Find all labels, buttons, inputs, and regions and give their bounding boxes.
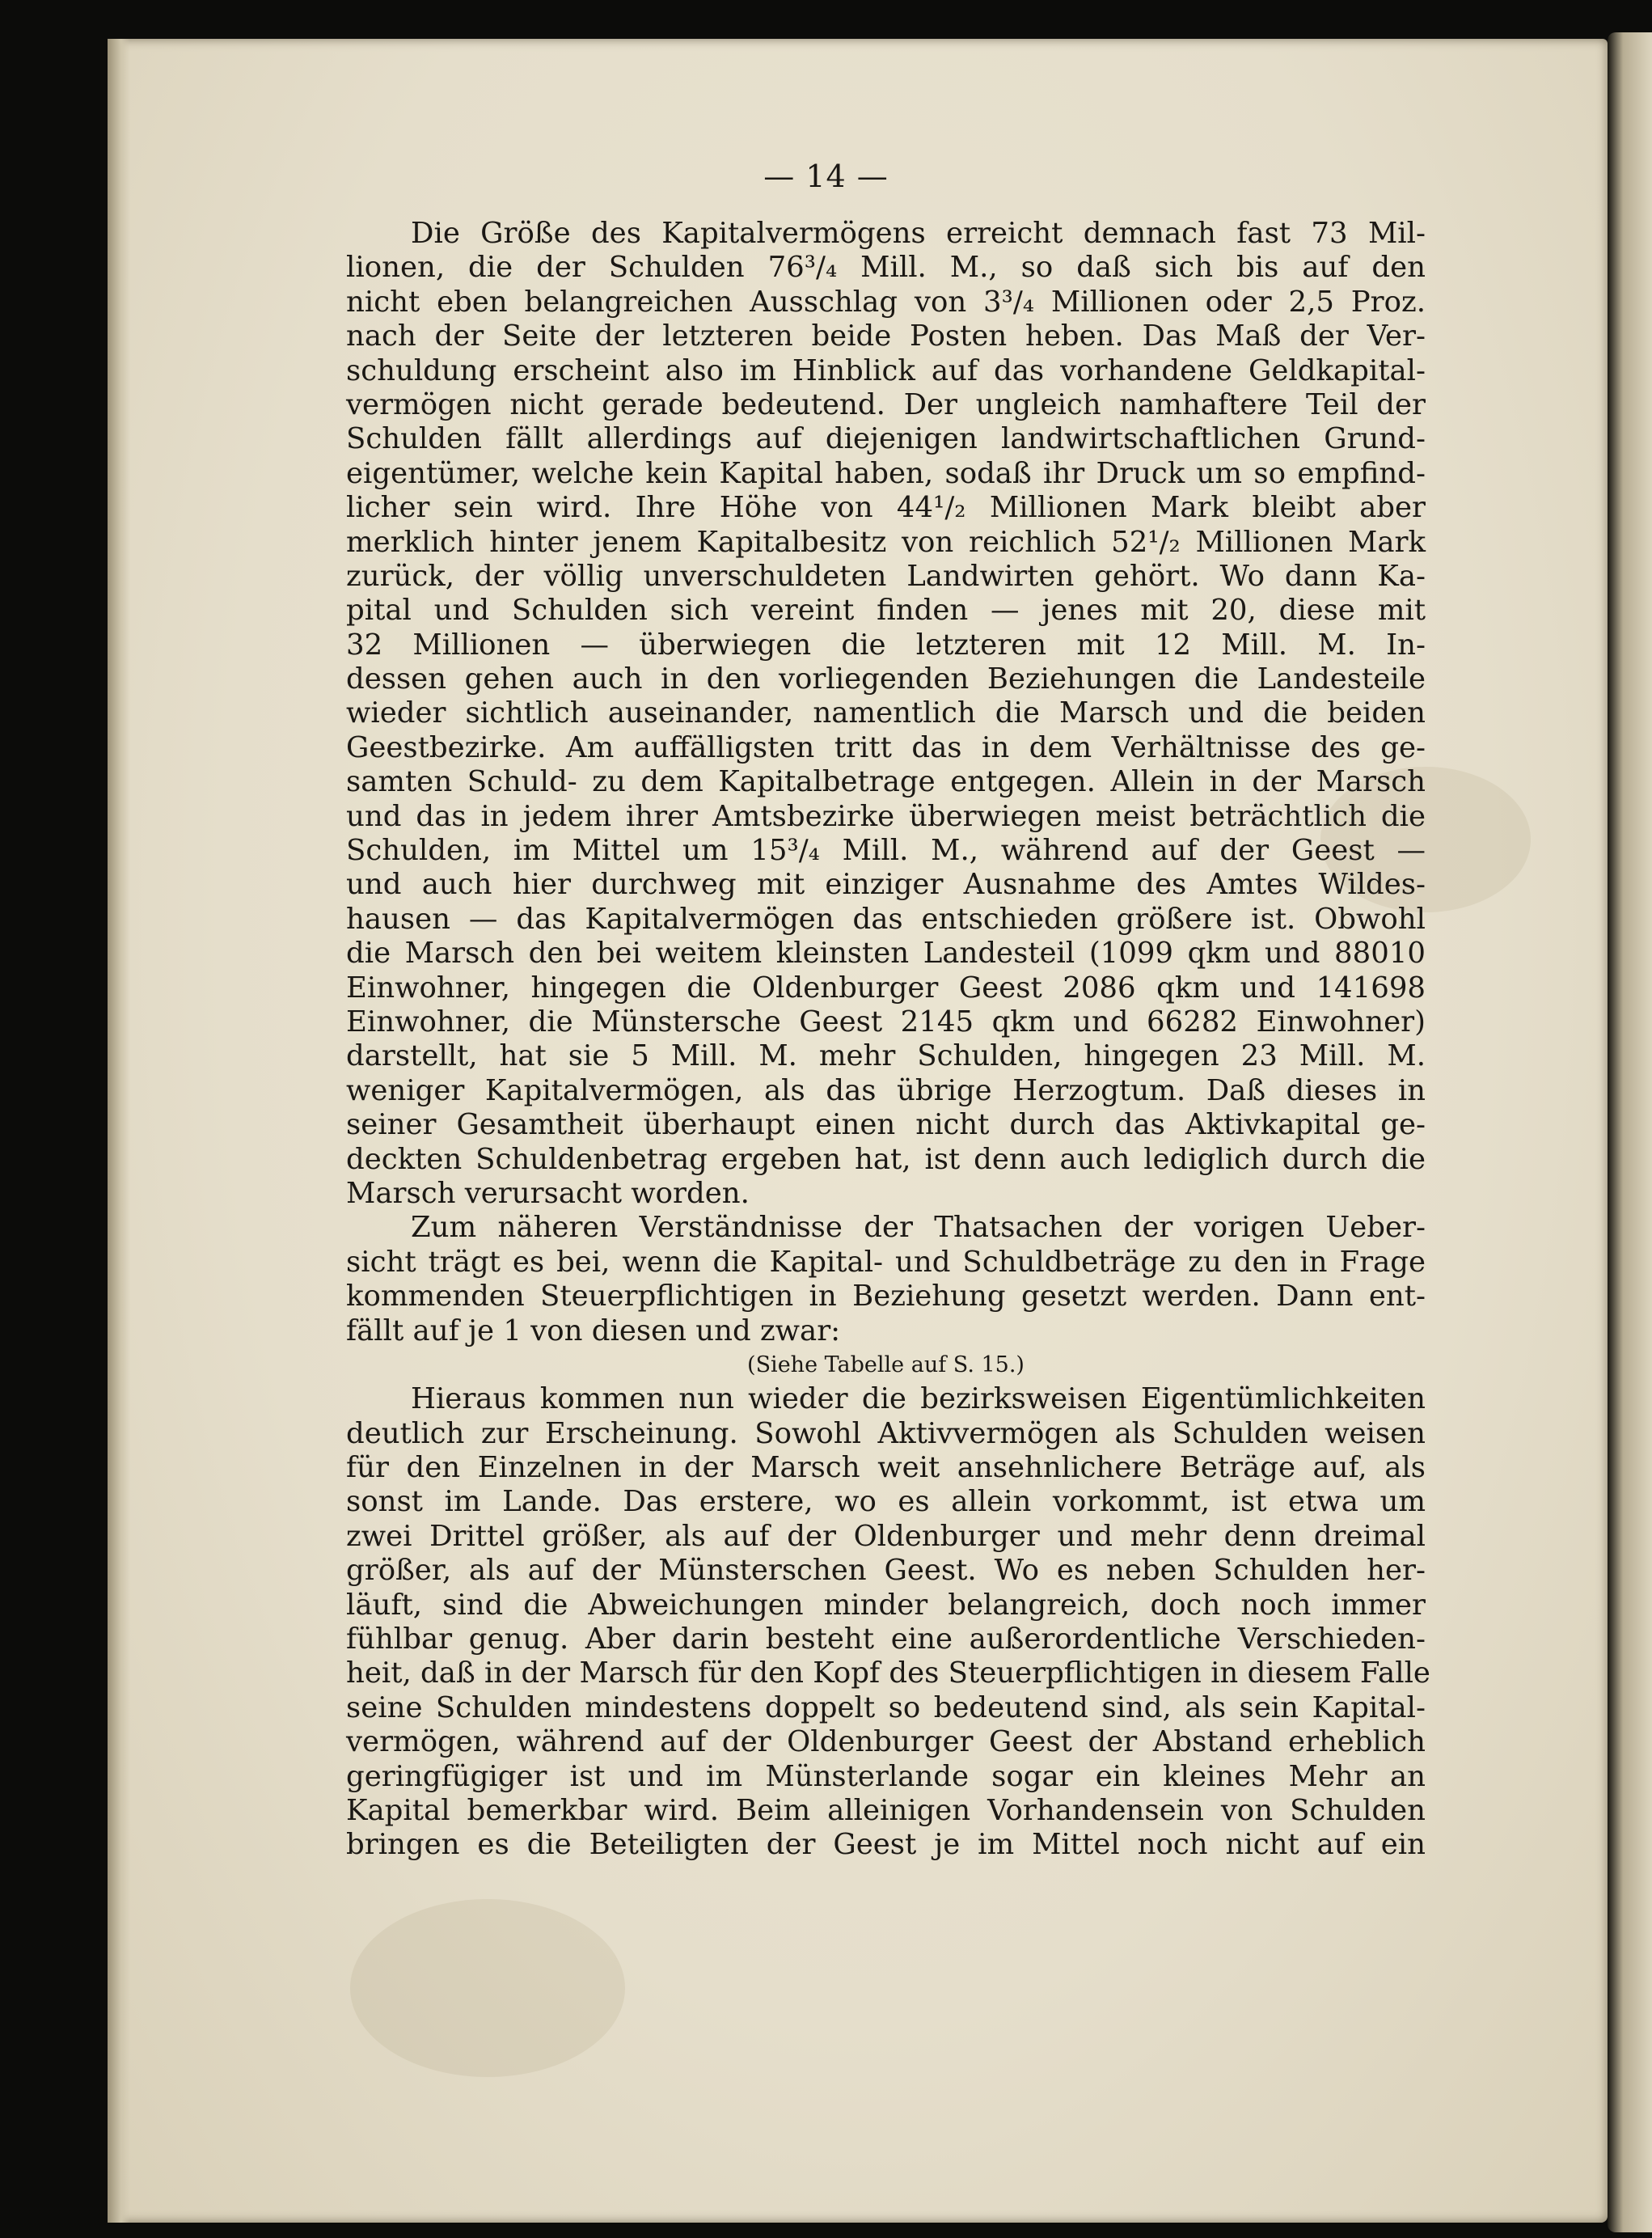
text-line: und das in jedem ihrer Amtsbezirke überwiegen meist beträchtlich die: [346, 799, 1426, 833]
text-line: samten Schuld- zu dem Kapitalbetrage entgegen. Allein in der Marsch: [346, 765, 1426, 799]
text-line: dessen gehen auch in den vorliegenden Beziehungen die Landesteile: [346, 662, 1426, 696]
text-line: vermögen, während auf der Oldenburger Geest der Abstand erheblich: [346, 1725, 1426, 1759]
text-line: vermögen nicht gerade bedeutend. Der ungleich namhaftere Teil der: [346, 387, 1426, 421]
text-line: Schulden fällt allerdings auf diejenigen landwirtschaftlichen Grund-: [346, 422, 1426, 456]
text-line: darstellt, hat sie 5 Mill. M. mehr Schulden, hingegen 23 Mill. M.: [346, 1039, 1426, 1073]
text-line: sicht trägt es bei, wenn die Kapital- und Schuldbeträge zu den in Frage: [346, 1245, 1426, 1279]
next-page-edge: [1608, 32, 1652, 2232]
text-line: deutlich zur Erscheinung. Sowohl Aktivvermögen als Schulden weisen: [346, 1416, 1426, 1450]
text-line: Schulden, im Mittel um 15³/₄ Mill. M., während auf der Geest —: [346, 834, 1426, 868]
text-line: nicht eben belangreichen Ausschlag von 3³/₄ Millionen oder 2,5 Proz.: [346, 285, 1426, 319]
body-text: [346, 217, 1430, 1863]
text-line: die Marsch den bei weitem kleinsten Landesteil (1099 qkm und 88010: [346, 937, 1426, 971]
text-line: für den Einzelnen in der Marsch weit ansehnlichere Beträge auf, als: [346, 1451, 1426, 1485]
page-number: — 14 —: [763, 159, 889, 194]
text-line: eigentümer, welche kein Kapital haben, sodaß ihr Druck um so empfind-: [346, 456, 1426, 490]
text-line: Zum näheren Verständnisse der Thatsachen der vorigen Ueber-: [411, 1211, 1426, 1245]
text-line: zurück, der völlig unverschuldeten Landwirten gehört. Wo dann Ka-: [346, 559, 1426, 593]
text-line: Die Größe des Kapitalvermögens erreicht demnach fast 73 Mil-: [411, 217, 1426, 250]
text-line: sonst im Lande. Das erstere, wo es allein vorkommt, ist etwa um: [346, 1485, 1426, 1519]
text-line: seine Schulden mindestens doppelt so bedeutend sind, als sein Kapital-: [346, 1690, 1426, 1724]
text-line: Marsch verursacht worden.: [346, 1176, 750, 1210]
text-line: läuft, sind die Abweichungen minder belangreich, doch noch immer: [346, 1588, 1426, 1622]
text-line: lionen, die der Schulden 76³/₄ Mill. M., so daß sich bis auf den: [346, 251, 1426, 285]
text-line: licher sein wird. Ihre Höhe von 44¹/₂ Millionen Mark bleibt aber: [346, 491, 1426, 525]
text-line: deckten Schuldenbetrag ergeben hat, ist denn auch lediglich durch die: [346, 1142, 1426, 1176]
text-line: Geestbezirke. Am auffälligsten tritt das in dem Verhältnisse des ge-: [346, 730, 1426, 764]
text-line: wieder sichtlich auseinander, namentlich die Marsch und die beiden: [346, 696, 1426, 730]
text-line: heit, daß in der Marsch für den Kopf des Steuerpflichtigen in diesem Falle: [346, 1656, 1430, 1690]
text-line: fühlbar genug. Aber darin besteht eine außerordentliche Verschieden-: [346, 1622, 1426, 1656]
text-line: pital und Schulden sich vereint finden — jenes mit 20, diese mit: [346, 594, 1426, 628]
text-line: Kapital bemerkbar wird. Beim alleinigen Vorhandensein von Schulden: [346, 1793, 1426, 1827]
text-line: Hieraus kommen nun wieder die bezirksweisen Eigentümlichkeiten: [411, 1382, 1426, 1416]
text-line: Einwohner, die Münstersche Geest 2145 qkm und 66282 Einwohner): [346, 1005, 1426, 1039]
book-spine-shadow: [108, 39, 130, 2223]
text-line: fällt auf je 1 von diesen und zwar:: [346, 1314, 841, 1347]
text-line: weniger Kapitalvermögen, als das übrige Herzogtum. Daß dieses in: [346, 1073, 1426, 1107]
text-line: und auch hier durchweg mit einziger Ausnahme des Amtes Wildes-: [346, 868, 1426, 902]
paper-stain: [350, 1899, 625, 2077]
text-line: geringfügiger ist und im Münsterlande sogar ein kleines Mehr an: [346, 1759, 1426, 1793]
text-line: merklich hinter jenem Kapitalbesitz von reichlich 52¹/₂ Millionen Mark: [346, 525, 1426, 559]
text-line: schuldung erscheint also im Hinblick auf das vorhandene Geldkapital-: [346, 353, 1426, 387]
text-line: bringen es die Beteiligten der Geest je im Mittel noch nicht auf ein: [346, 1828, 1426, 1862]
text-line: Einwohner, hingegen die Oldenburger Geest 2086 qkm und 141698: [346, 971, 1426, 1005]
text-line: zwei Drittel größer, als auf der Oldenburger und mehr denn dreimal: [346, 1519, 1426, 1553]
text-line: nach der Seite der letzteren beide Posten heben. Das Maß der Ver-: [346, 319, 1426, 353]
text-line: größer, als auf der Münsterschen Geest. Wo es neben Schulden her-: [346, 1554, 1426, 1588]
text-line: 32 Millionen — überwiegen die letzteren mit 12 Mill. M. In-: [346, 628, 1426, 662]
text-line: kommenden Steuerpflichtigen in Beziehung gesetzt werden. Dann ent-: [346, 1280, 1426, 1314]
text-line: hausen — das Kapitalvermögen das entschieden größere ist. Obwohl: [346, 902, 1426, 936]
table-reference-note: (Siehe Tabelle auf S. 15.): [747, 1352, 1025, 1377]
text-line: seiner Gesamtheit überhaupt einen nicht durch das Aktivkapital ge-: [346, 1108, 1426, 1142]
